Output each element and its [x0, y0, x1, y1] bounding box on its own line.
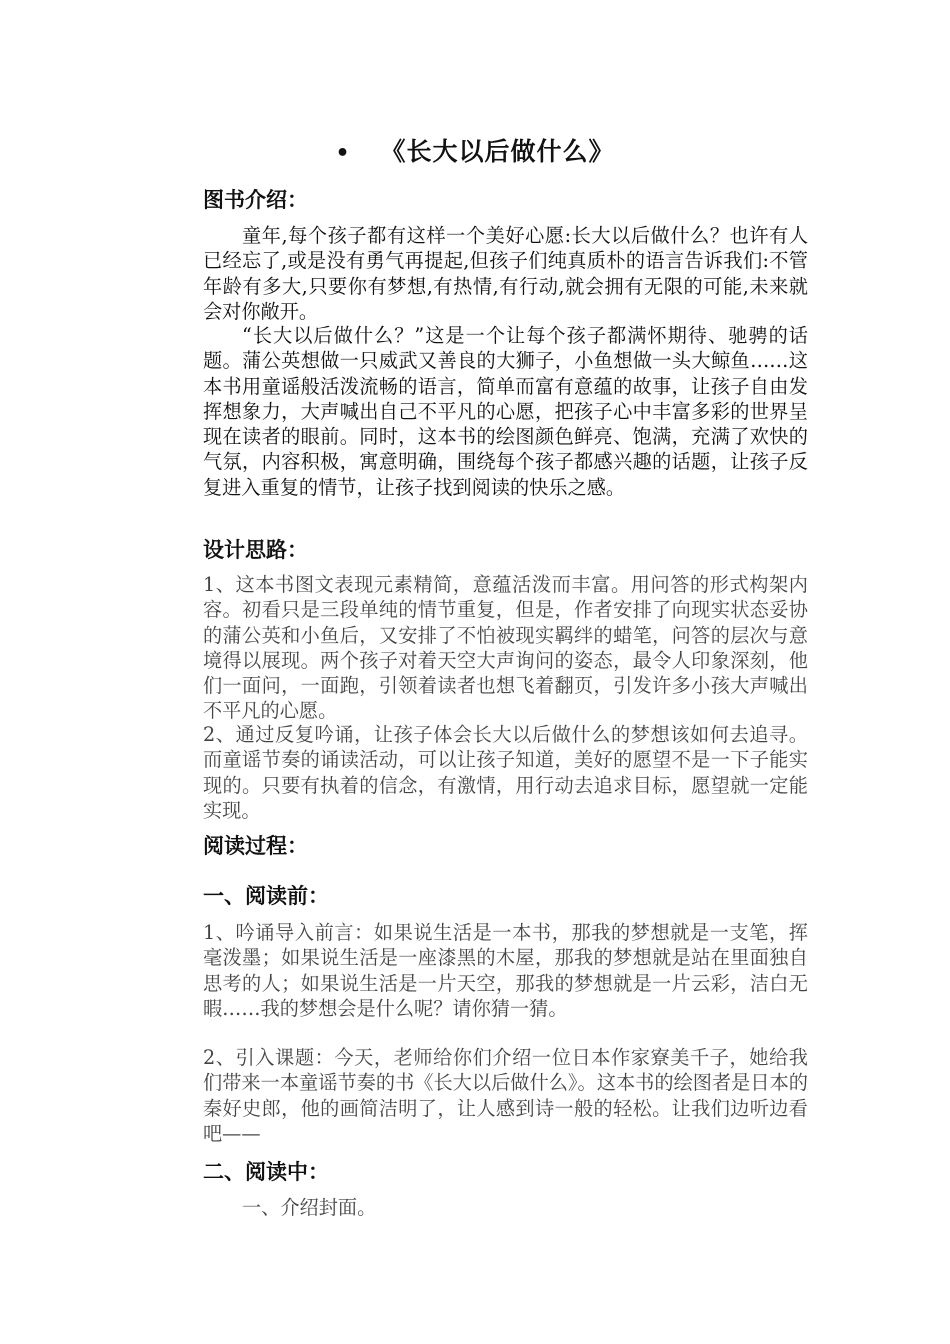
- title-bullet: •: [335, 141, 351, 166]
- intro-paragraph-1: 童年,每个孩子都有这样一个美好心愿:长大以后做什么？也许有人已经忘了,或是没有勇气再提起,但孩子们纯真质朴的语言告诉我们:不管年龄有多大,只要你有梦想,有热情,有行动,就会拥有无限的可能,未来就会对你敞开。: [203, 224, 808, 323]
- intro-paragraph-2: “长大以后做什么？”这是一个让每个孩子都满怀期待、驰骋的话题。蒲公英想做一只威武又善良的大狮子，小鱼想做一头大鲸鱼……这本书用童谣般活泼流畅的语言，简单而富有意蕴的故事，让孩子自由发挥想象力，大声喊出自己不平凡的心愿，把孩子心中丰富多彩的世界呈现在读者的眼前。同时，这本书的绘图颜色鲜亮、饱满，充满了欢快的气氛，内容积极，寓意明确，围绕每个孩子都感兴趣的话题，让孩子反复进入重复的情节，让孩子找到阅读的快乐之感。: [203, 324, 808, 499]
- design-paragraph-1: 1、这本书图文表现元素精简，意蕴活泼而丰富。用问答的形式构架内容。初看只是三段单纯的情节重复，但是，作者安排了向现实状态妥协的蒲公英和小鱼后，又安排了不怕被现实羁绊的蜡笔，问答的层次与意境得以展现。两个孩子对着天空大声询问的姿态，最令人印象深刻，他们一面问，一面跑，引领着读者也想飞着翻页，引发许多小孩大声喊出不平凡的心愿。: [203, 573, 808, 723]
- title-text: 《长大以后做什么》: [380, 137, 615, 166]
- page-title: [0, 132, 950, 174]
- during-reading-heading: 二、阅读中：: [203, 1160, 329, 1184]
- during-reading-paragraph-1: 一、介绍封面。: [242, 1196, 377, 1219]
- before-reading-paragraph-2: 2、引入课题：今天，老师给你们介绍一位日本作家寮美千子，她给我们带来一本童谣节奏的书《长大以后做什么》。这本书的绘图者是日本的秦好史郎，他的画简洁明了，让人感到诗一般的轻松。让我们边听边看吧——: [203, 1046, 808, 1145]
- design-heading: 设计思路：: [203, 538, 308, 562]
- design-paragraph-2: 2、通过反复吟诵，让孩子体会长大以后做什么的梦想该如何去追寻。而童谣节奏的诵读活动，可以让孩子知道，美好的愿望不是一下子能实现的。只要有执着的信念，有激情，用行动去追求目标，愿望就一定能实现。: [203, 723, 808, 822]
- before-reading-paragraph-1: 1、吟诵导入前言：如果说生活是一本书，那我的梦想就是一支笔，挥毫泼墨；如果说生活是一座漆黑的木屋，那我的梦想就是站在里面独自思考的人；如果说生活是一片天空，那我的梦想就是一片云彩，洁白无暇……我的梦想会是什么呢？请你猜一猜。: [203, 921, 808, 1020]
- process-heading: 阅读过程：: [203, 834, 308, 858]
- intro-heading: 图书介绍：: [203, 188, 308, 212]
- before-reading-heading: 一、阅读前：: [203, 884, 329, 908]
